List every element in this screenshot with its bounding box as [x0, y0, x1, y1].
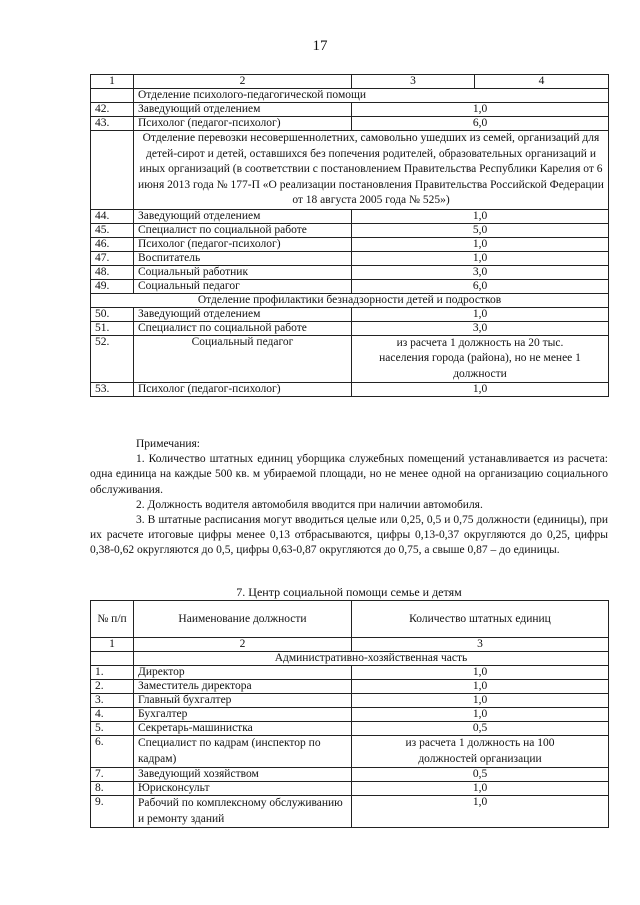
column-number: 1 [91, 638, 134, 652]
column-number-row [91, 75, 609, 89]
row-number: 1. [91, 666, 134, 680]
header-staff-quantity: Количество штатных единиц [352, 601, 609, 638]
position-name: Директор [134, 666, 352, 680]
section-header-row [91, 89, 609, 103]
table-row [91, 694, 609, 708]
row-number: 42. [91, 103, 134, 117]
position-name: Специалист по социальной работе [134, 223, 352, 237]
position-name: Социальный педагог [134, 279, 352, 293]
row-number: 52. [91, 335, 134, 383]
table-row [91, 680, 609, 694]
section-admin-title: Административно-хозяйственная часть [134, 652, 609, 666]
table-row [91, 223, 609, 237]
staff-quantity: 1,0 [352, 251, 609, 265]
position-name: Специалист по социальной работе [134, 321, 352, 335]
table-row [91, 768, 609, 782]
section-header-row [91, 131, 609, 210]
header-row [91, 601, 609, 638]
table-row [91, 782, 609, 796]
row-number: 47. [91, 251, 134, 265]
table-row [91, 796, 609, 828]
staff-quantity: 0,5 [352, 768, 609, 782]
row-number: 50. [91, 307, 134, 321]
section-psych-title: Отделение психолого-педагогической помощи [134, 89, 609, 103]
column-number: 3 [352, 75, 475, 89]
note-item: 3. В штатные расписания могут вводиться целые или 0,25, 0,5 и 0,75 должности (единицы), при их расчете итоговые цифры менее 0,13 отбрасываются, цифры 0,13-0,37 округляются до 0,25, цифры 0,38-0,62 округляются до 0,5, цифры 0,63-0,87 округляются до 0,75, а свыше 0,87 – до единицы. [90, 514, 608, 557]
table-row [91, 736, 609, 768]
position-name: Заведующий отделением [134, 209, 352, 223]
row-number: 51. [91, 321, 134, 335]
table-row [91, 307, 609, 321]
table-row [91, 103, 609, 117]
position-name: Воспитатель [134, 251, 352, 265]
staffing-table-continued [90, 74, 609, 397]
staff-quantity: 6,0 [352, 279, 609, 293]
row-number: 49. [91, 279, 134, 293]
table-row [91, 722, 609, 736]
table-row [91, 335, 609, 383]
staff-quantity: из расчета 1 должность на 100 должностей организации [352, 736, 609, 768]
row-number: 43. [91, 117, 134, 131]
section-7-title: 7. Центр социальной помощи семье и детям [236, 585, 462, 599]
staff-quantity: 1,0 [352, 237, 609, 251]
staff-quantity: 1,0 [352, 782, 609, 796]
table-row [91, 708, 609, 722]
staff-quantity: 1,0 [352, 666, 609, 680]
staff-quantity: 1,0 [352, 209, 609, 223]
row-number: 6. [91, 736, 134, 768]
column-number: 1 [91, 75, 134, 89]
table-row [91, 321, 609, 335]
table-row [91, 383, 609, 397]
row-number: 7. [91, 768, 134, 782]
staff-quantity: 1,0 [352, 383, 609, 397]
position-name: Заведующий хозяйством [134, 768, 352, 782]
staff-quantity: 1,0 [352, 307, 609, 321]
table-row [91, 265, 609, 279]
section-header-row [91, 652, 609, 666]
position-name: Социальный работник [134, 265, 352, 279]
notes-heading: Примечания: [136, 438, 200, 450]
staff-quantity: 3,0 [352, 321, 609, 335]
position-name: Специалист по кадрам (инспектор по кадрам) [134, 736, 352, 768]
table-row [91, 237, 609, 251]
staff-quantity: 5,0 [352, 223, 609, 237]
table-row [91, 251, 609, 265]
staffing-table-section-7 [90, 600, 609, 828]
column-number: 4 [475, 75, 609, 89]
note-item: 2. Должность водителя автомобиля вводится при наличии автомобиля. [136, 498, 483, 511]
header-number: № п/п [91, 601, 134, 638]
section-transport-title: Отделение перевозки несовершеннолетних, самовольно ушедших из семей, организаций для детей-сирот и детей, оставшихся без попечения родителей, образовательных организаций и иных организаций (в соответствии с постановлением Правительства Республики Карелия от 6 июня 2013 года № 177-П «О реализации постановления Правительства Российской Федерации от 18 августа 2005 года № 525») [134, 131, 609, 210]
column-number: 2 [134, 75, 352, 89]
section-prevention-title: Отделение профилактики безнадзорности детей и подростков [91, 293, 609, 307]
section-header-row [91, 293, 609, 307]
staff-quantity: 1,0 [352, 680, 609, 694]
position-name: Заместитель директора [134, 680, 352, 694]
note-item: 1. Количество штатных единиц уборщика служебных помещений устанавливается из расчета: одна единица на каждые 500 кв. м убираемой площади, но не менее одной на организацию социального обслуживания. [90, 453, 608, 496]
position-name: Бухгалтер [134, 708, 352, 722]
table-row [91, 209, 609, 223]
staff-quantity: 0,5 [352, 722, 609, 736]
staff-quantity: 3,0 [352, 265, 609, 279]
position-name: Заведующий отделением [134, 103, 352, 117]
position-name: Юрисконсульт [134, 782, 352, 796]
staff-quantity: 1,0 [352, 694, 609, 708]
row-number: 46. [91, 237, 134, 251]
staff-quantity: 1,0 [352, 796, 609, 828]
row-number: 44. [91, 209, 134, 223]
position-name: Секретарь-машинистка [134, 722, 352, 736]
position-name: Психолог (педагог-психолог) [134, 383, 352, 397]
header-position-name: Наименование должности [134, 601, 352, 638]
position-name: Социальный педагог [134, 335, 352, 383]
staff-quantity: из расчета 1 должность на 20 тыс. населения города (района), но не менее 1 должности [352, 335, 609, 383]
row-number: 8. [91, 782, 134, 796]
staff-quantity: 6,0 [352, 117, 609, 131]
table-row [91, 666, 609, 680]
position-name: Рабочий по комплексному обслуживанию и ремонту зданий [134, 796, 352, 828]
staff-quantity: 1,0 [352, 103, 609, 117]
position-name: Психолог (педагог-психолог) [134, 237, 352, 251]
column-number-row [91, 638, 609, 652]
table-row [91, 117, 609, 131]
position-name: Психолог (педагог-психолог) [134, 117, 352, 131]
row-number: 45. [91, 223, 134, 237]
column-number: 2 [134, 638, 352, 652]
row-number: 48. [91, 265, 134, 279]
row-number: 4. [91, 708, 134, 722]
row-number: 53. [91, 383, 134, 397]
column-number: 3 [352, 638, 609, 652]
row-number: 3. [91, 694, 134, 708]
row-number: 9. [91, 796, 134, 828]
row-number: 2. [91, 680, 134, 694]
position-name: Заведующий отделением [134, 307, 352, 321]
position-name: Главный бухгалтер [134, 694, 352, 708]
staff-quantity: 1,0 [352, 708, 609, 722]
table-row [91, 279, 609, 293]
row-number: 5. [91, 722, 134, 736]
notes-block [90, 437, 608, 559]
page-number: 17 [312, 38, 328, 54]
